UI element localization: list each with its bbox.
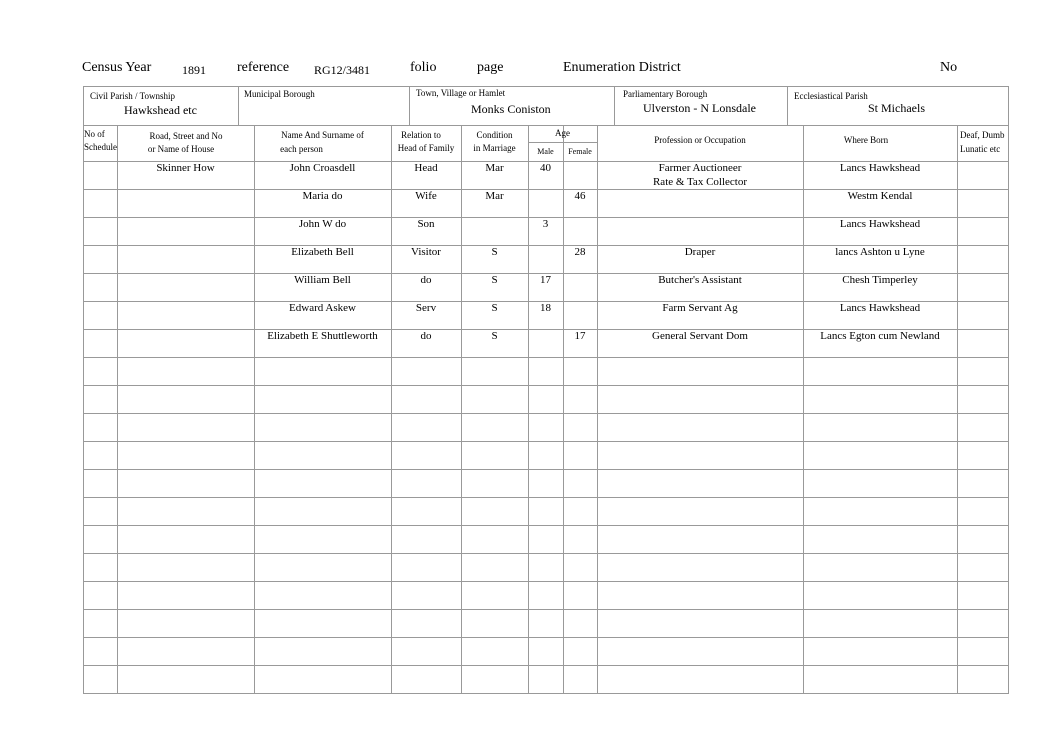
cell-where-born: Westm Kendal (847, 190, 913, 202)
cell-age-female: 28 (574, 246, 586, 258)
row-divider (83, 385, 1009, 386)
col-name-line2: each person (280, 144, 323, 154)
cell-occupation: Farm Servant Ag (662, 302, 738, 314)
page-label: page (477, 60, 504, 75)
cell-relation: do (420, 274, 432, 286)
col-schedule-line2: Schedule (84, 142, 117, 152)
town-label: Town, Village or Hamlet (416, 88, 506, 98)
col-name-line1: Name And Surname of (281, 130, 364, 140)
town-value: Monks Coniston (471, 102, 551, 116)
cell-relation: Visitor (411, 246, 441, 258)
cell-name: Elizabeth E Shuttleworth (267, 330, 378, 342)
row-divider (83, 413, 1009, 414)
municipal-borough-label: Municipal Borough (244, 89, 315, 99)
col-age-female: Female (568, 147, 592, 156)
col-relation-line2: Head of Family (397, 143, 455, 153)
cell-condition: S (491, 274, 498, 286)
cell-name: John Croasdell (289, 162, 356, 174)
cell-name: Edward Askew (289, 302, 356, 314)
folio-label: folio (410, 60, 437, 75)
cell-age-male: 3 (542, 218, 549, 230)
cell-condition: S (491, 302, 498, 314)
col-deaf-line2: Lunatic etc (960, 144, 1001, 154)
cell-occupation: Farmer Auctioneer (658, 162, 742, 174)
cell-name: William Bell (294, 274, 351, 286)
age-subheader-divider (528, 142, 597, 143)
cell-where-born: Lancs Hawkshead (839, 162, 921, 174)
row-divider (83, 469, 1009, 470)
cell-occupation-line2: Rate & Tax Collector (652, 176, 748, 188)
ecclesiastical-parish-label: Ecclesiastical Parish (794, 91, 868, 101)
census-year: 1891 (182, 63, 206, 77)
census-year-label: Census Year (82, 60, 152, 75)
cell-age-female: 46 (574, 190, 586, 202)
cell-relation: Son (417, 218, 435, 230)
parliamentary-borough-label: Parliamentary Borough (623, 89, 708, 99)
col-age-male: Male (537, 147, 554, 156)
cell-age-female: 17 (574, 330, 586, 342)
cell-where-born: Lancs Hawkshead (839, 218, 921, 230)
cell-condition: Mar (485, 162, 504, 174)
cell-name: John W do (298, 218, 347, 230)
row-divider (83, 497, 1009, 498)
reference-value: RG12/3481 (314, 63, 371, 77)
cell-house: Skinner How (156, 162, 215, 174)
row-divider (83, 693, 1009, 694)
col-condition-line1: Condition (476, 130, 513, 140)
col-road-line2: or Name of House (147, 144, 215, 154)
cell-occupation: General Servant Dom (652, 330, 748, 342)
col-where-born: Where Born (843, 135, 889, 145)
col-condition-line2: in Marriage (473, 143, 516, 153)
reference-label: reference (237, 60, 290, 75)
cell-where-born: lancs Ashton u Lyne (835, 246, 925, 258)
cell-name: Elizabeth Bell (291, 246, 354, 258)
col-road-line1: Road, Street and No (149, 131, 223, 141)
col-profession: Profession or Occupation (654, 135, 746, 145)
ecclesiastical-parish-value: St Michaels (868, 101, 925, 115)
cell-relation: Head (414, 162, 438, 174)
row-divider (83, 609, 1009, 610)
col-age: Age (555, 128, 570, 138)
cell-where-born: Lancs Hawkshead (839, 302, 921, 314)
cell-age-male: 40 (540, 162, 551, 174)
cell-age-male: 17 (540, 274, 551, 286)
row-divider (83, 637, 1009, 638)
row-divider (83, 525, 1009, 526)
cell-relation: do (420, 330, 432, 342)
cell-condition: S (491, 246, 498, 258)
parliamentary-borough-value: Ulverston - N Lonsdale (643, 101, 756, 115)
cell-where-born: Lancs Egton cum Newland (820, 330, 940, 342)
col-relation-line1: Relation to (401, 130, 441, 140)
cell-condition: S (491, 330, 498, 342)
row-divider (83, 441, 1009, 442)
cell-relation: Serv (415, 302, 437, 314)
cell-relation: Wife (415, 190, 437, 202)
no-label: No (940, 60, 958, 75)
civil-parish-label: Civil Parish / Township (90, 91, 175, 101)
cell-age-male: 18 (540, 302, 551, 314)
row-divider (83, 581, 1009, 582)
col-schedule-line1: No of (84, 129, 105, 139)
row-divider (83, 553, 1009, 554)
row-divider (83, 357, 1009, 358)
cell-condition: Mar (485, 190, 504, 202)
row-divider (83, 665, 1009, 666)
cell-where-born: Chesh Timperley (842, 274, 918, 286)
civil-parish-value: Hawkshead etc (124, 103, 197, 117)
col-deaf-line1: Deaf, Dumb (960, 130, 1005, 140)
cell-name: Maria do (302, 190, 343, 202)
enumeration-district-label: Enumeration District (563, 60, 681, 75)
cell-occupation: Butcher's Assistant (658, 274, 742, 286)
cell-occupation: Draper (684, 246, 716, 258)
